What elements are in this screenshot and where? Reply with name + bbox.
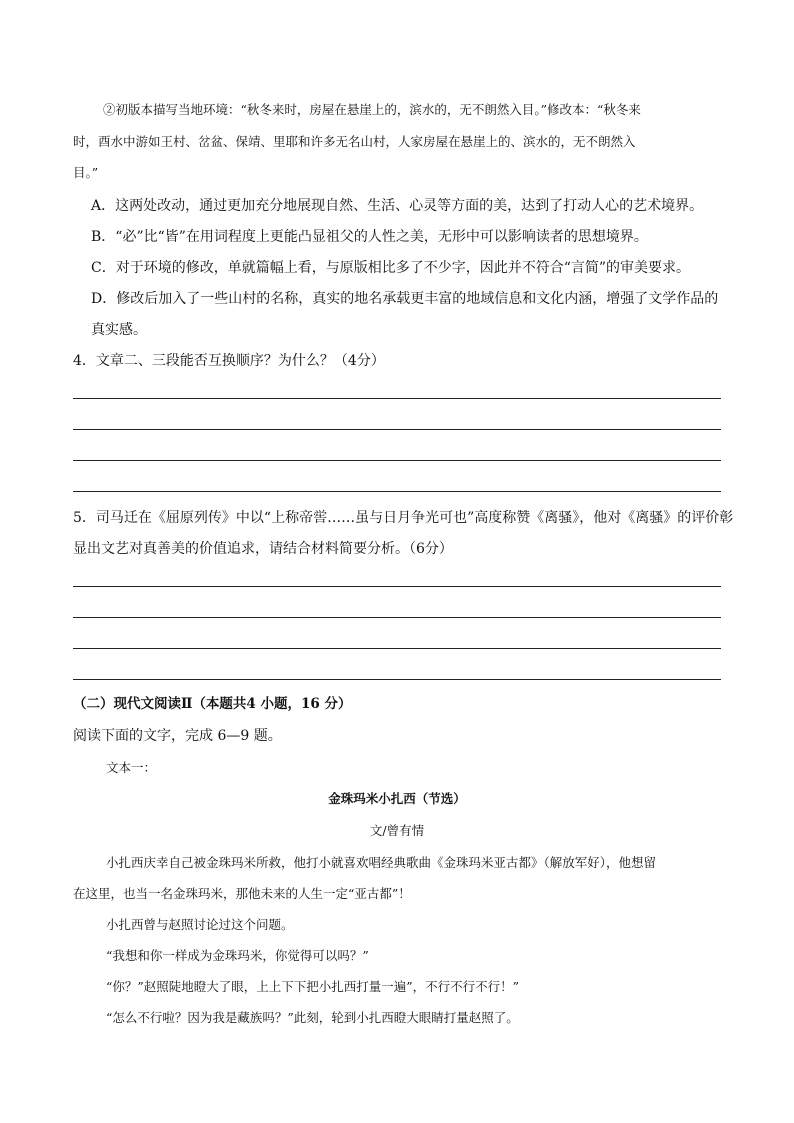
q3-option-a: A．这两处改动，通过更加充分地展现自然、生活、心灵等方面的美，达到了打动人心的艺术境界。 [91,198,704,214]
article-paragraph-continued: 在这里，也当一名金珠玛米，那他未来的人生一定“亚古都”！ [73,886,411,901]
q3-option2-line1: ②初版本描写当地环境：“秋冬来时，房屋在悬崖上的，滨水的，无不朗然入目。”修改本：“秋冬来 [103,102,641,117]
q3-option2-line3: 目。” [73,165,99,180]
q3-option-d-line2: 真实感。 [91,322,147,338]
question-5-line1: 5．司马迁在《屈原列传》中以“上称帝喾……虽与日月争光可也”高度称赞《离骚》，他对《离骚》的评价彰 [73,510,734,526]
article-dialogue: “你？”赵照陡地瞪大了眼，上上下下把小扎西打量一遍”，不行不行不行！” [106,979,520,994]
q3-option-c: C．对于环境的修改，单就篇幅上看，与原版相比多了不少字，因此并不符合“言简”的审美要求。 [91,260,691,276]
article-paragraph: 小扎西庆幸自己被金珠玛米所救，他打小就喜欢唱经典歌曲《金珠玛米亚古都》（解放军好），他想留 [106,855,657,870]
reading-instruction: 阅读下面的文字，完成 6—9 题。 [73,728,282,744]
article-dialogue: “我想和你一样成为金珠玛米，你觉得可以吗？” [106,948,369,963]
text-label: 文本一： [106,760,157,775]
question-4: 4．文章二、三段能否互换顺序？为什么？（4分） [73,353,385,369]
answer-line [73,648,721,649]
answer-line [73,429,721,430]
question-5-line2: 显出文艺对真善美的价值追求，请结合材料简要分析。（6分） [73,541,453,557]
answer-line [73,398,721,399]
q3-option2-line2: 时，酉水中游如王村、岔盆、保靖、里耶和许多无名山村，人家房屋在悬崖上的、滨水的，无不朗然入 [73,134,636,149]
article-dialogue: “怎么不行啦？因为我是藏族吗？”此刻，轮到小扎西瞪大眼睛打量赵照了。 [106,1010,519,1025]
answer-line [73,460,721,461]
article-title: 金珠玛米小扎西（节选） [328,791,466,806]
article-paragraph: 小扎西曾与赵照讨论过这个问题。 [106,917,294,932]
section-heading: （二）现代文阅读Ⅱ（本题共4 小题，16 分） [73,696,352,712]
answer-line [73,491,721,492]
answer-line [73,617,721,618]
answer-line [73,679,721,680]
answer-line [73,586,721,587]
article-author: 文/曾有情 [369,823,425,838]
q3-option-d-line1: D．修改后加入了一些山村的名称，真实的地名承载更丰富的地域信息和文化内涵，增强了文学作品的 [91,291,719,307]
q3-option-b: B．“必”比“皆”在用词程度上更能凸显祖父的人性之美，无形中可以影响读者的思想境界。 [91,229,648,245]
